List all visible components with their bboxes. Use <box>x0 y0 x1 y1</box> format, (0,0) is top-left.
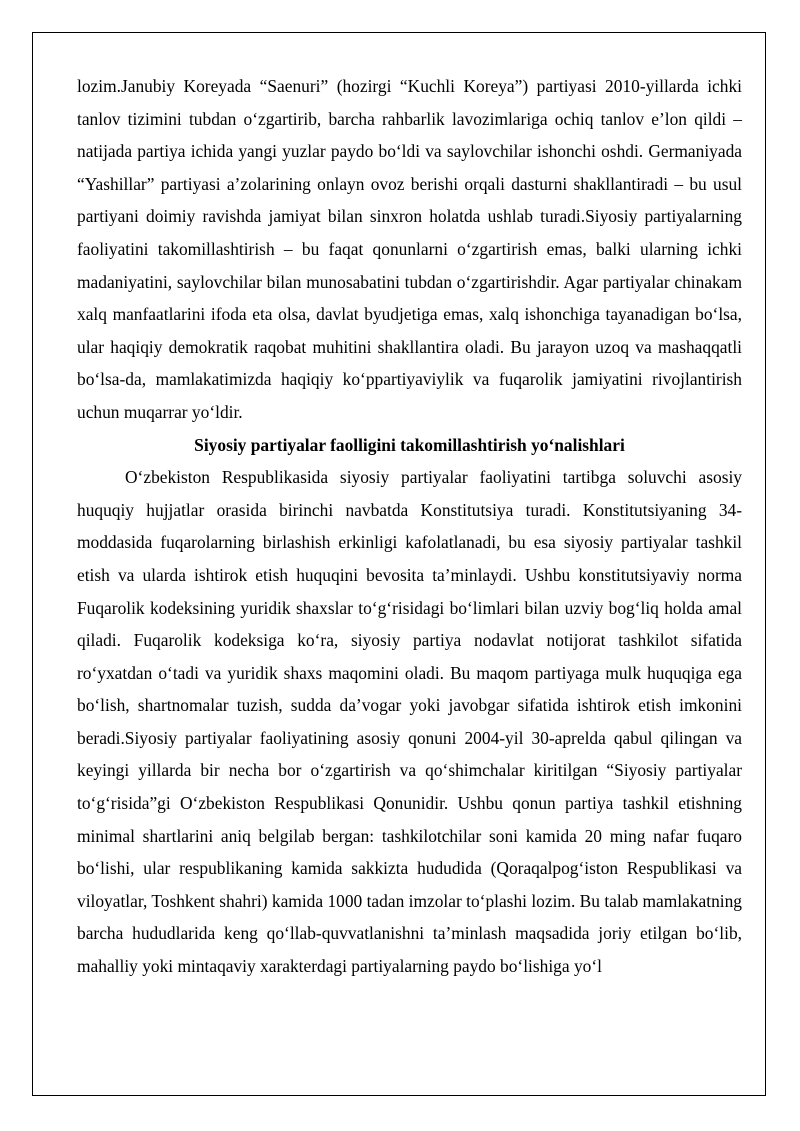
section-heading: Siyosiy partiyalar faolligini takomillashtirish yo‘nalishlari <box>194 434 625 455</box>
body-paragraph-2: O‘zbekiston Respublikasida siyosiy partiyalar faoliyatini tartibga soluvchi asosiy huquqiy hujjatlar orasida birinchi navbatda Konstitutsiya turadi. Konstitutsiyaning 34-moddasida fuqarolarning birlashish erkinligi kafolatlanadi, bu esa siyosiy partiyalar tashkil etish va ularda ishtirok etish huquqini bevosita ta’minlaydi. Ushbu konstitutsiyaviy norma Fuqarolik kodeksining yuridik shaxslar to‘g‘risidagi bo‘limlari bilan uzviy bog‘liq holda amal qiladi. Fuqarolik kodeksiga ko‘ra, siyosiy partiya nodavlat notijorat tashkilot sifatida ro‘yxatdan o‘tadi va yuridik shaxs maqomini oladi. Bu maqom partiyaga mulk huquqiga ega bo‘lish, shartnomalar tuzish, sudda da’vogar yoki javobgar sifatida ishtirok etish imkonini beradi.Siyosiy partiyalar faoliyatining asosiy qonuni 2004-yil 30-aprelda qabul qilingan va keyingi yillarda bir necha bor o‘zgartirish va qo‘shimchalar kiritilgan “Siyosiy partiyalar to‘g‘risida”gi O‘zbekiston Respublikasi Qonunidir. Ushbu qonun partiya tashkil etishning minimal shartlarini aniq belgilab bergan: tashkilotchilar soni kamida 20 ming nafar fuqaro bo‘lishi, ular respublikaning kamida sakkizta hududida (Qoraqalpog‘iston Respublikasi va viloyatlar, Toshkent shahri) kamida 1000 tadan imzolar to‘plashi lozim. Bu talab mamlakatning barcha hududlarida keng qo‘llab-quvvatlanishni ta’minlash maqsadida joriy etilgan bo‘lib, mahalliy yoki mintaqaviy xarakterdagi partiyalarning paydo bo‘lishiga yo‘l <box>77 467 742 977</box>
document-body <box>77 70 742 983</box>
body-paragraph-1: lozim.Janubiy Koreyada “Saenuri” (hozirgi “Kuchli Koreya”) partiyasi 2010-yillarda ichki tanlov tizimini tubdan o‘zgartirib, barcha rahbarlik lavozimlariga ochiq tanlov e’lon qildi – natijada partiya ichida yangi yuzlar paydo bo‘ldi va saylovchilar ishonchi oshdi. Germaniyada “Yashillar” partiyasi a’zolarining onlayn ovoz berishi orqali dasturni shakllantiradi – bu usul partiyani doimiy ravishda jamiyat bilan sinxron holatda ushlab turadi.Siyosiy partiyalarning faoliyatini takomillashtirish – bu faqat qonunlarni o‘zgartirish emas, balki ularning ichki madaniyatini, saylovchilar bilan munosabatini tubdan o‘zgartirishdir. Agar partiyalar chinakam xalq manfaatlarini ifoda eta olsa, davlat byudjetiga emas, xalq ishonchiga tayanadigan bo‘lsa, ular haqiqiy demokratik raqobat muhitini shakllantira oladi. Bu jarayon uzoq va mashaqqatli bo‘lsa-da, mamlakatimizda haqiqiy ko‘ppartiyaviylik va fuqarolik jamiyatini rivojlantirish uchun muqarrar yo‘ldir. <box>77 76 742 422</box>
